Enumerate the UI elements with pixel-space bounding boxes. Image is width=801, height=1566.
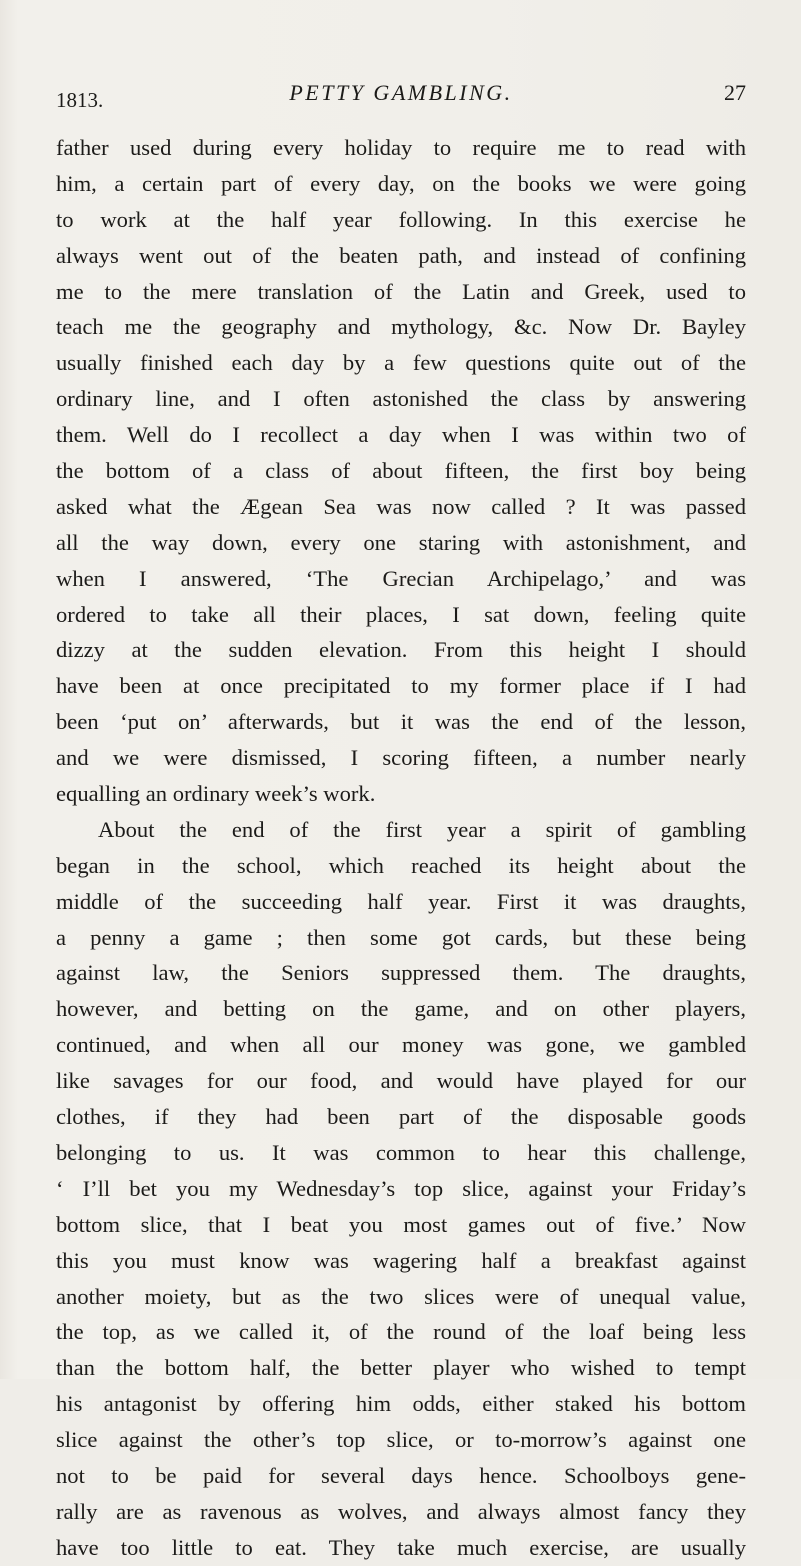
text-line: began in the school, which reached its height about the: [56, 852, 746, 878]
text-line: like savages for our food, and would have played for our: [56, 1068, 746, 1094]
text-line: to work at the half year following. In this exercise he: [56, 206, 746, 232]
page-number: 27: [724, 80, 746, 105]
text-line: have too little to eat. They take much exercise, are usually: [56, 1534, 746, 1560]
text-line: all the way down, every one staring with astonishment, and: [56, 529, 746, 555]
text-line: always went out of the beaten path, and instead of confining: [56, 242, 746, 268]
text-line: his antagonist by offering him odds, either staked his bottom: [56, 1391, 746, 1417]
text-line: the bottom of a class of about fifteen, the first boy being: [56, 458, 746, 484]
text-line: belonging to us. It was common to hear this challenge,: [56, 1139, 746, 1165]
text-line: a penny a game ; then some got cards, but these being: [56, 924, 746, 950]
text-line: another moiety, but as the two slices were of unequal value,: [56, 1283, 746, 1309]
text-line: not to be paid for several days hence. Schoolboys gene-: [56, 1462, 746, 1488]
text-line: middle of the succeeding half year. First it was draughts,: [56, 888, 746, 914]
text-line: slice against the other’s top slice, or to-morrow’s against one: [56, 1427, 746, 1453]
body-text: [56, 130, 746, 1566]
text-line: me to the mere translation of the Latin and Greek, used to: [56, 278, 746, 304]
text-line: than the bottom half, the better player who wished to tempt: [56, 1355, 746, 1381]
text-line: the top, as we called it, of the round of the loaf being less: [56, 1319, 746, 1345]
text-line: clothes, if they had been part of the disposable goods: [56, 1104, 746, 1130]
text-line: this you must know was wagering half a breakfast against: [56, 1247, 746, 1273]
text-line: usually finished each day by a few questions quite out of the: [56, 350, 746, 376]
text-line: ordinary line, and I often astonished the class by answering: [56, 386, 746, 412]
text-line: teach me the geography and mythology, &c. Now Dr. Bayley: [56, 314, 746, 340]
running-head: [56, 80, 746, 110]
text-line: asked what the Ægean Sea was now called ? It was passed: [56, 493, 746, 519]
text-line: them. Well do I recollect a day when I was within two of: [56, 422, 746, 448]
text-line: equalling an ordinary week’s work.: [56, 781, 376, 807]
text-line: ‘ I’ll bet you my Wednesday’s top slice, against your Friday’s: [56, 1175, 746, 1201]
text-line: rally are as ravenous as wolves, and always almost fancy they: [56, 1498, 746, 1524]
text-line: him, a certain part of every day, on the books we were going: [56, 170, 746, 196]
text-line: continued, and when all our money was gone, we gambled: [56, 1032, 746, 1058]
text-line: however, and betting on the game, and on other players,: [56, 996, 746, 1022]
running-head-year: 1813.: [56, 88, 104, 112]
text-line: against law, the Seniors suppressed them. The draughts,: [56, 960, 746, 986]
running-head-title: PETTY GAMBLING.: [289, 80, 513, 105]
text-line: bottom slice, that I beat you most games out of five.’ Now: [56, 1211, 746, 1237]
text-line: and we were dismissed, I scoring fifteen, a number nearly: [56, 745, 746, 771]
text-line: when I answered, ‘The Grecian Archipelago,’ and was: [56, 565, 746, 591]
text-line: ordered to take all their places, I sat down, feeling quite: [56, 601, 746, 627]
text-line: dizzy at the sudden elevation. From this height I should: [56, 637, 746, 663]
text-line: father used during every holiday to require me to read with: [56, 135, 746, 160]
text-line: have been at once precipitated to my former place if I had: [56, 673, 746, 699]
text-line: About the end of the first year a spirit of gambling: [98, 816, 746, 842]
text-line: been ‘put on’ afterwards, but it was the end of the lesson,: [56, 709, 746, 735]
